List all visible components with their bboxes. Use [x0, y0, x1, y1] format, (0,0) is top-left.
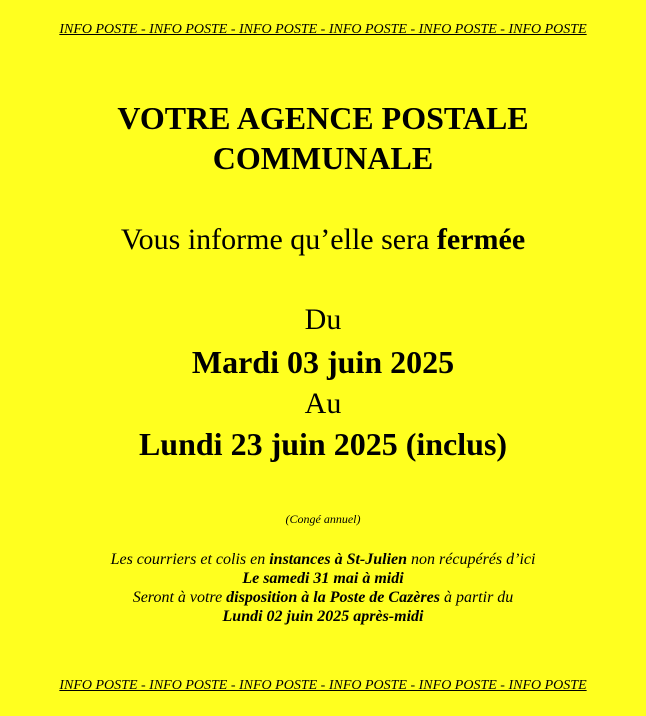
note-deadline: Le samedi 31 mai à midi: [242, 570, 404, 587]
closure-statement-text: Vous informe qu’elle sera: [120, 223, 437, 256]
note-line-3: [0, 588, 646, 607]
note-line-1: [0, 550, 646, 569]
note-availability-date: Lundi 02 juin 2025 après-midi: [222, 608, 424, 625]
end-date: Lundi 23 juin 2025 (inclus): [138, 426, 508, 462]
from-label: Du: [304, 303, 342, 336]
note-line-1-text-a: Les courriers et colis en: [110, 551, 270, 568]
note-line-4: [0, 607, 646, 626]
info-banner-top: INFO POSTE - INFO POSTE - INFO POSTE - INFO POSTE - INFO POSTE - INFO POSTE: [59, 22, 587, 37]
note-line-1-text-c: non récupérés d’ici: [407, 551, 536, 568]
start-date: Mardi 03 juin 2025: [191, 344, 455, 380]
note-line-3-bold: disposition à la Poste de Cazères: [226, 589, 440, 606]
title-line-1: VOTRE AGENCE POSTALE: [117, 100, 529, 136]
note-line-3-text-a: Seront à votre: [132, 589, 227, 606]
mail-pickup-note: [0, 550, 646, 626]
info-banner-bottom: INFO POSTE - INFO POSTE - INFO POSTE - INFO POSTE - INFO POSTE - INFO POSTE: [59, 678, 587, 693]
note-line-3-text-c: à partir du: [439, 589, 514, 606]
title-line-2: COMMUNALE: [212, 140, 434, 176]
note-line-1-bold: instances à St-Julien: [269, 551, 408, 568]
closure-keyword: fermée: [436, 223, 526, 256]
closure-reason: (Congé annuel): [285, 512, 361, 526]
note-line-2: [0, 569, 646, 588]
closure-statement: [0, 222, 646, 258]
to-label: Au: [304, 387, 342, 420]
notice-title: [0, 98, 646, 178]
